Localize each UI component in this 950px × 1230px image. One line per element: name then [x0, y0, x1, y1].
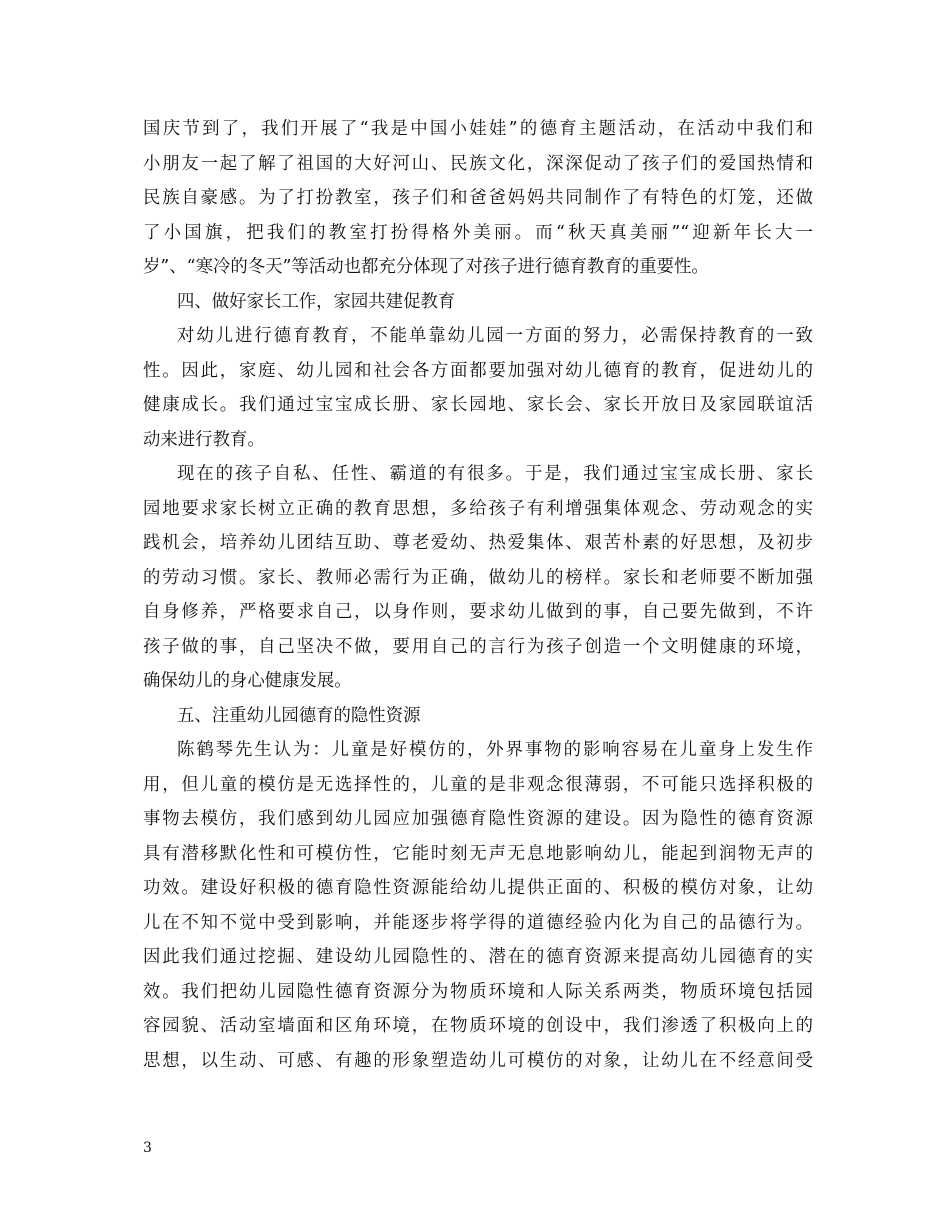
text-line: 践机会，培养幼儿团结互助、尊老爱幼、热爱集体、艰苦朴素的好思想，及初步	[143, 533, 813, 553]
text-line: 民族自豪感。为了打扮教室，孩子们和爸爸妈妈共同制作了有特色的灯笼，还做	[143, 188, 813, 208]
text-line: 用，但儿童的模仿是无选择性的，儿童的是非观念很薄弱，不可能只选择积极的	[143, 774, 813, 795]
text-line: 五、注重幼儿园德育的隐性资源	[177, 705, 421, 726]
text-line: 现在的孩子自私、任性、霸道的有很多。于是，我们通过宝宝成长册、家长	[177, 464, 813, 484]
text-line: 岁”、“寒冷的冬天”等活动也都充分体现了对孩子进行德育教育的重要性。	[143, 257, 709, 277]
text-line: 国庆节到了，我们开展了“我是中国小娃娃”的德育主题活动，在活动中我们和	[143, 119, 813, 139]
text-line: 功效。建设好积极的德育隐性资源能给幼儿提供正面的、积极的模仿对象，让幼	[143, 878, 813, 898]
text-line: 效。我们把幼儿园隐性德育资源分为物质环境和人际关系两类，物质环境包括园	[143, 981, 813, 1002]
text-line: 动来进行教育。	[143, 429, 265, 450]
text-line: 自身修养，严格要求自己，以身作则，要求幼儿做到的事，自己要先做到，不许	[143, 602, 813, 622]
text-line: 事物去模仿，我们感到幼儿园应加强德育隐性资源的建设。因为隐性的德育资源	[143, 809, 813, 829]
text-line: 陈鹤琴先生认为：儿童是好模仿的，外界事物的影响容易在儿童身上发生作	[177, 740, 813, 760]
text-line: 小朋友一起了解了祖国的大好河山、民族文化，深深促动了孩子们的爱国热情和	[143, 153, 813, 174]
text-line: 具有潜移默化性和可模仿性，它能时刻无声无息地影响幼儿，能起到润物无声的	[143, 843, 813, 864]
page-number: 3	[143, 1140, 152, 1156]
text-line: 性。因此，家庭、幼儿园和社会各方面都要加强对幼儿德育的教育，促进幼儿的	[143, 360, 813, 381]
text-line: 四、做好家长工作，家园共建促教育	[177, 291, 456, 312]
text-line: 的劳动习惯。家长、教师必需行为正确，做幼儿的榜样。家长和老师要不断加强	[143, 567, 813, 588]
text-line: 确保幼儿的身心健康发展。	[143, 671, 352, 691]
text-line: 孩子做的事，自己坚决不做，要用自己的言行为孩子创造一个文明健康的环境，	[143, 636, 813, 657]
text-line: 健康成长。我们通过宝宝成长册、家长园地、家长会、家长开放日及家园联谊活	[143, 395, 813, 415]
text-line: 因此我们通过挖掘、建设幼儿园隐性的、潜在的德育资源来提高幼儿园德育的实	[143, 947, 813, 967]
text-line: 对幼儿进行德育教育，不能单靠幼儿园一方面的努力，必需保持教育的一致	[177, 326, 813, 346]
text-line: 思想，以生动、可感、有趣的形象塑造幼儿可模仿的对象，让幼儿在不经意间受	[143, 1050, 813, 1071]
text-line: 园地要求家长树立正确的教育思想，多给孩子有利增强集体观念、劳动观念的实	[143, 498, 813, 519]
text-line: 了小国旗，把我们的教室打扮得格外美丽。而“秋天真美丽”“迎新年长大一	[143, 222, 813, 243]
text-line: 容园貌、活动室墙面和区角环境，在物质环境的创设中，我们渗透了积极向上的	[143, 1016, 813, 1036]
text-line: 儿在不知不觉中受到影响，并能逐步将学得的道德经验内化为自己的品德行为。	[143, 912, 813, 933]
